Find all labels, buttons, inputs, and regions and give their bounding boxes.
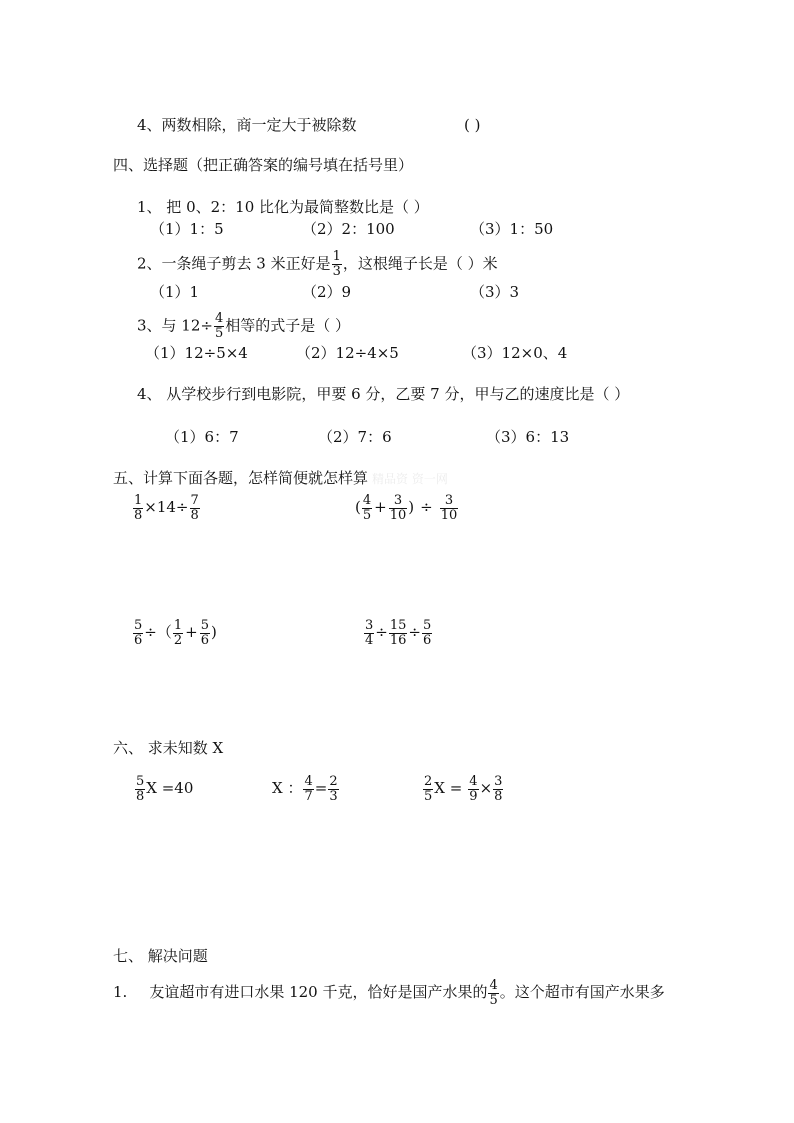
answer-parentheses: ( ) <box>464 116 481 134</box>
fraction: $\frac{3}{8}$ <box>494 773 503 804</box>
section-title-choice: 四、选择题（把正确答案的编号填在括号里） <box>113 156 414 174</box>
choice-option: （2）9 <box>302 283 352 301</box>
choice-question-3 <box>137 312 350 341</box>
fraction: $\frac{4}{5}$ <box>214 311 224 341</box>
question-text: 2、一条绳子剪去 3 米正好是 <box>137 254 331 273</box>
section-title-unknown: 六、 求未知数 X <box>113 739 224 757</box>
fraction: $\frac{2}{5}$ <box>424 773 433 804</box>
fraction: $\frac{5}{6}$ <box>422 617 432 648</box>
equation-2: X ： $\frac{4}{7}$ = $\frac{2}{3}$ <box>272 773 338 804</box>
fraction: $\frac{3}{4}$ <box>365 617 374 648</box>
fraction: $\frac{5}{6}$ <box>200 617 209 648</box>
section-title-problems: 七、 解决问题 <box>113 947 208 965</box>
fraction: $\frac{4}{5}$ <box>362 492 372 523</box>
fraction: $\frac{1}{8}$ <box>134 492 143 523</box>
fraction: $\frac{4}{5}$ <box>489 977 498 1008</box>
fraction: $\frac{15}{16}$ <box>389 617 407 648</box>
judge-question-4: 4、两数相除，商一定大于被除数 <box>137 116 357 134</box>
section-title-text: 五、计算下面各题，怎样简便就怎样算 <box>113 469 369 487</box>
calc-expression-3: $\frac{5}{6}$ ÷（ $\frac{1}{2}$ + $\frac{5}{6}$ ) <box>134 617 217 648</box>
calc-expression-1: $\frac{1}{8}$ ×14÷ $\frac{7}{8}$ <box>134 492 199 523</box>
choice-option: （1）12÷5×4 <box>145 344 248 362</box>
calc-expression-4: $\frac{3}{4}$ ÷ $\frac{15}{16}$ ÷ $\frac{5}{6}$ <box>365 617 432 648</box>
choice-option: （3）3 <box>470 283 520 301</box>
problem-number: 1. <box>113 983 128 1001</box>
word-problem-1 <box>113 975 665 1009</box>
watermark: 精品资 资一网 <box>372 472 448 486</box>
question-text: 相等的式子是（ ） <box>225 316 351 335</box>
fraction: $\frac{1}{2}$ <box>173 617 183 648</box>
choice-option: （3）1：50 <box>470 220 554 238</box>
fraction: $\frac{7}{8}$ <box>190 492 199 523</box>
choice-question-4: 4、 从学校步行到电影院，甲要 6 分，乙要 7 分，甲与乙的速度比是（ ） <box>137 385 630 403</box>
equation-3: $\frac{2}{5}$ X = $\frac{4}{9}$ × $\frac{3}{8}$ <box>424 773 503 804</box>
choice-option: （3）12×0、4 <box>462 344 568 362</box>
choice-option: （2）12÷4×5 <box>296 344 399 362</box>
choice-option: （3）6：13 <box>486 428 570 446</box>
fraction: $\frac{1}{3}$ <box>332 249 341 279</box>
fraction: $\frac{5}{8}$ <box>136 773 145 804</box>
choice-option: （2）2：100 <box>302 220 395 238</box>
choice-question-1: 1、 把 0、2：10 比化为最简整数比是（ ） <box>137 198 429 216</box>
fraction: $\frac{3}{10}$ <box>440 492 458 523</box>
choice-option: （1）6：7 <box>165 428 239 446</box>
choice-option: （1）1：5 <box>150 220 224 238</box>
fraction: $\frac{3}{10}$ <box>389 492 407 523</box>
choice-option: （1）1 <box>150 283 200 301</box>
choice-option: （2）7：6 <box>318 428 392 446</box>
equation-1: $\frac{5}{8}$ X =40 <box>136 773 194 804</box>
choice-question-2 <box>137 250 498 279</box>
question-text: ，这根绳子长是（ ）米 <box>342 254 498 273</box>
calc-expression-2: ( $\frac{4}{5}$ + $\frac{3}{10}$ ) ÷ $\frac{3}{10}$ <box>355 492 458 523</box>
fraction: $\frac{5}{6}$ <box>134 617 143 648</box>
fraction: $\frac{2}{3}$ <box>329 773 338 804</box>
problem-text: 。这个超市有国产水果多 <box>499 983 665 1001</box>
fraction: $\frac{4}{7}$ <box>304 773 313 804</box>
section-title-calculation <box>113 468 448 489</box>
question-text: 3、与 12÷ <box>137 316 213 335</box>
fraction: $\frac{4}{9}$ <box>469 773 478 804</box>
problem-text: 友谊超市有进口水果 120 千克，恰好是国产水果的 <box>149 983 488 1001</box>
